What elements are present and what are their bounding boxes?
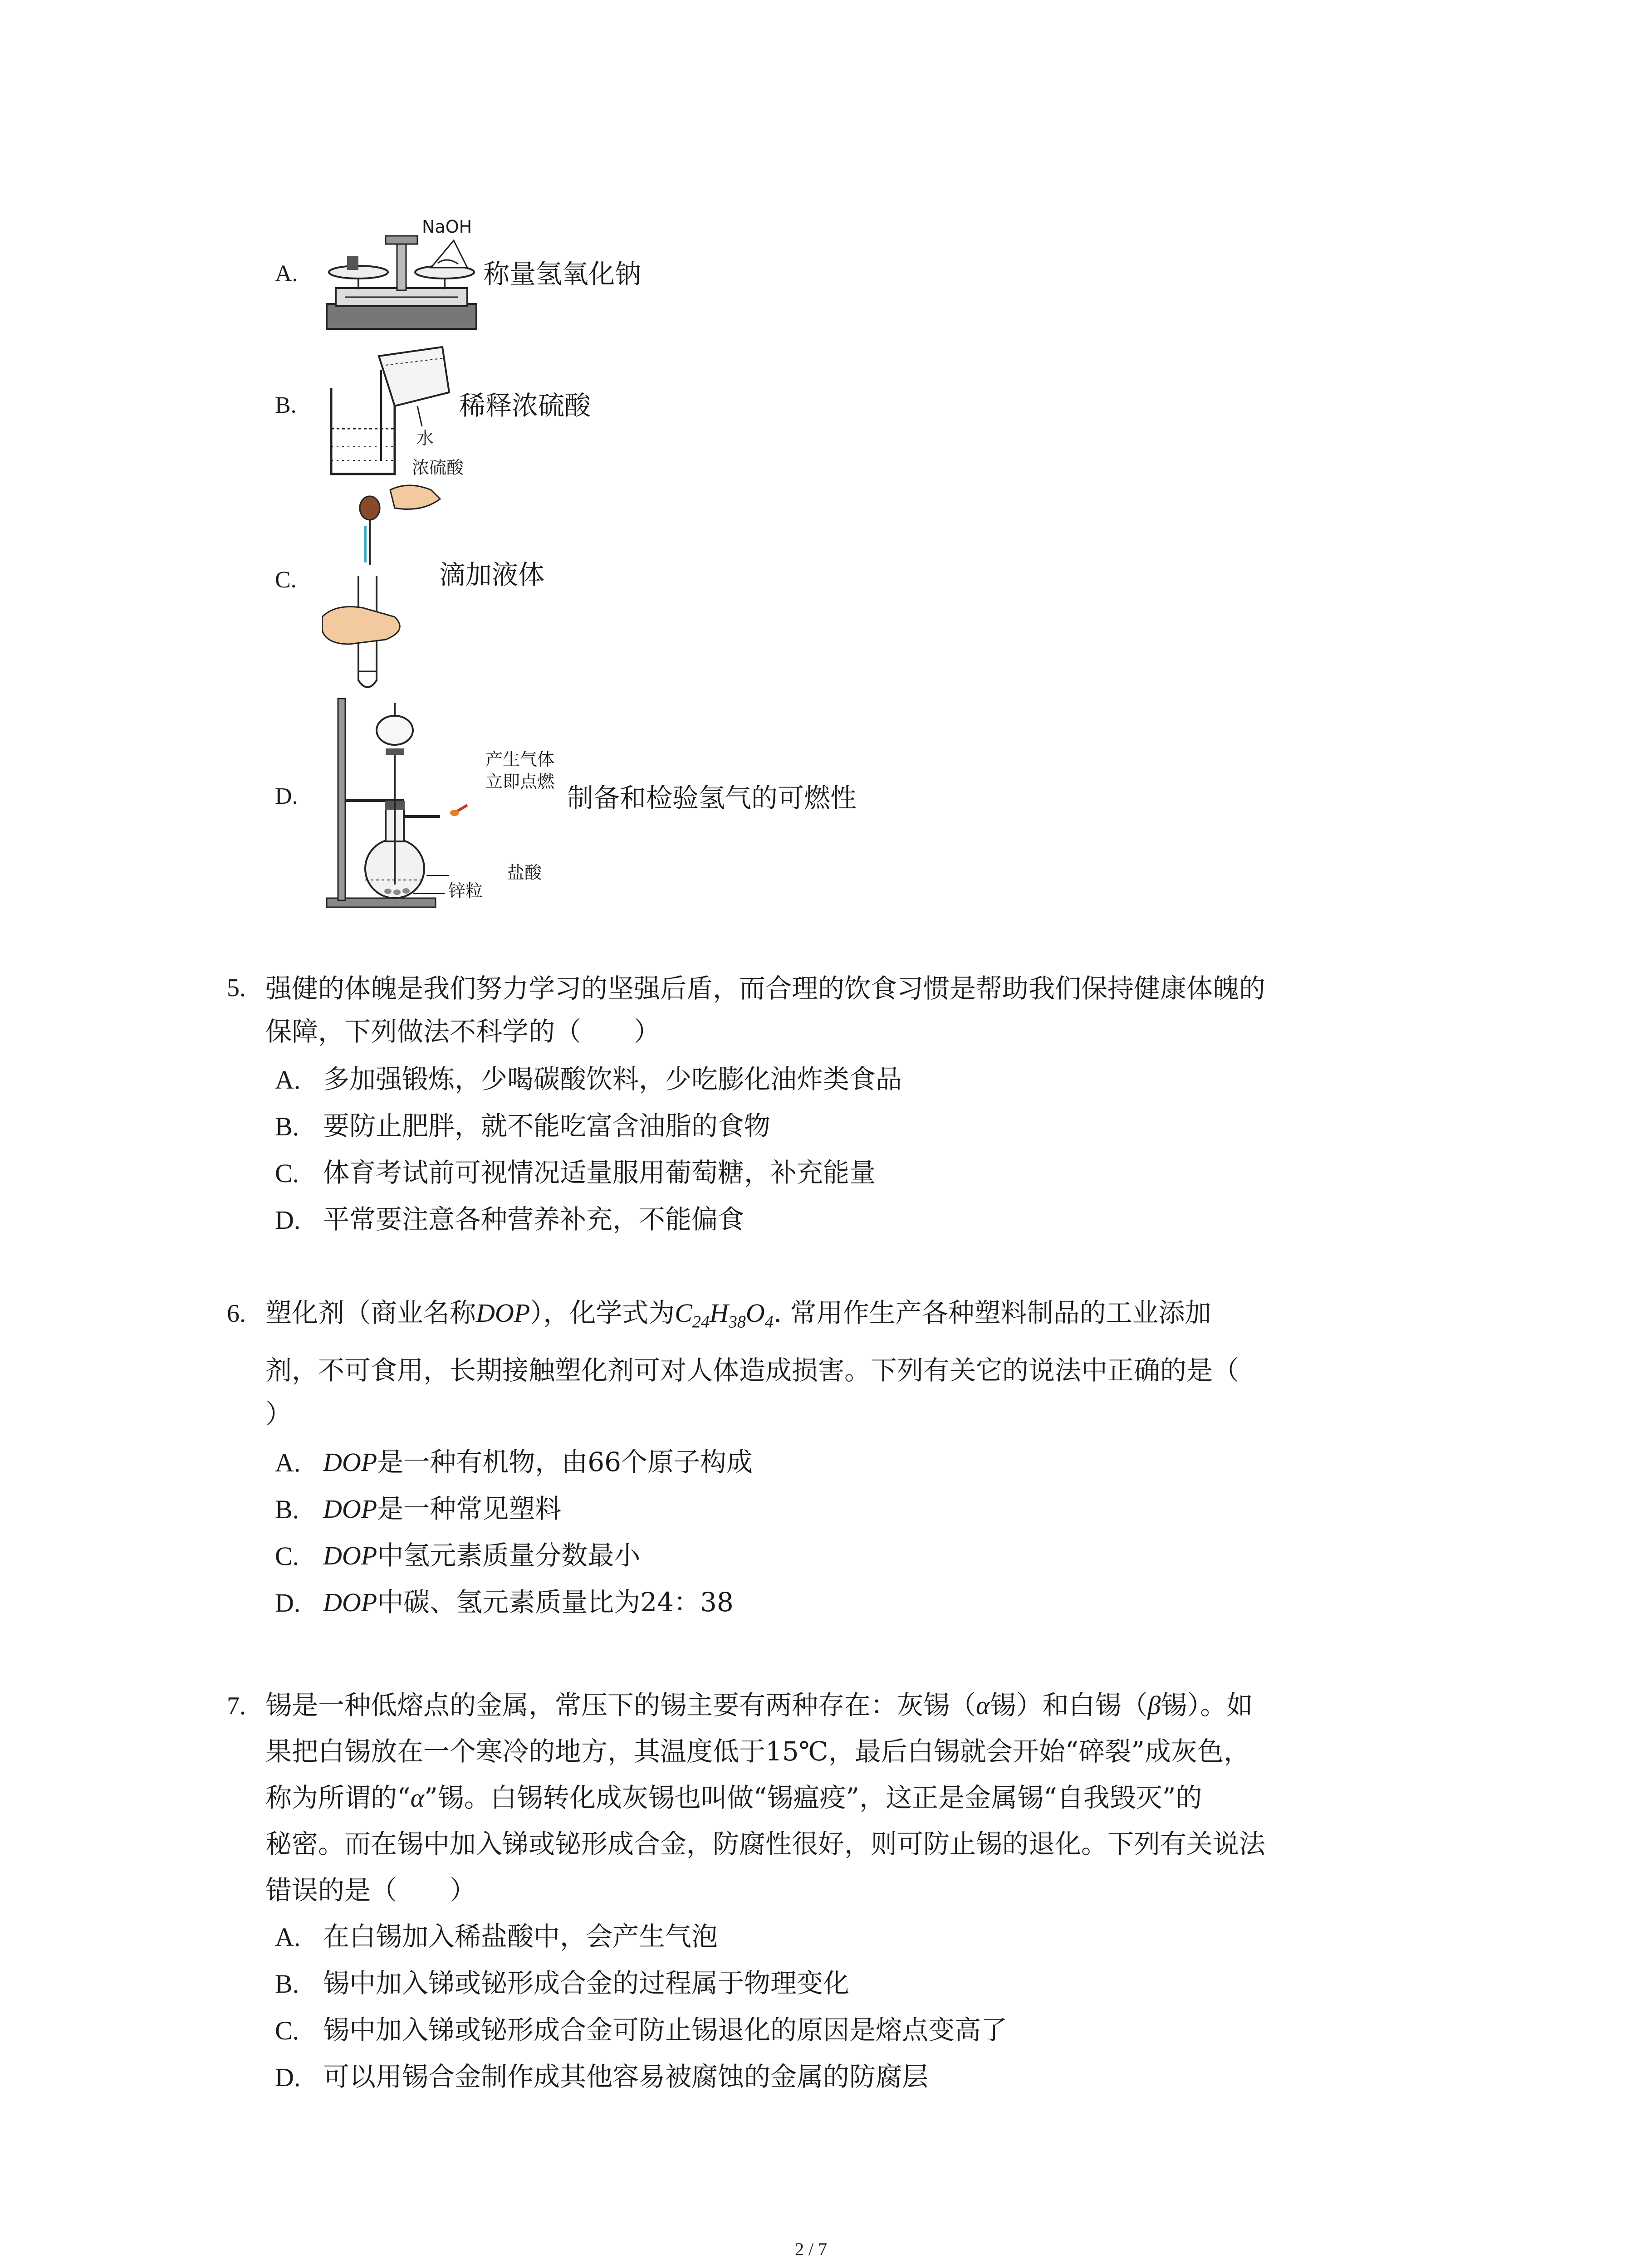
option-label: B. (275, 392, 297, 418)
water-label: 水 (416, 428, 434, 448)
stem-text: 锡）。如 (1161, 1690, 1253, 1721)
stem-text: 称为所谓的“ (265, 1782, 411, 1813)
dropper-figure (322, 481, 454, 694)
chemical-formula: $C_{24}H_{38}O_4$ (675, 1298, 774, 1332)
option-text: 要防止肥胖，就不能吃富含油脂的食物 (323, 1110, 771, 1141)
question-stem (265, 1784, 1202, 1811)
option-text: DOP中氢元素质量分数最小 (323, 1540, 641, 1571)
ignite-label: 立即点燃 (485, 772, 555, 792)
question-number: 7. (227, 1692, 246, 1720)
option-label: C. (275, 1541, 299, 1571)
option-label: D. (275, 1588, 301, 1618)
option-label: C. (275, 2016, 299, 2045)
question-stem (265, 1297, 1211, 1332)
option-label: C. (275, 567, 297, 593)
option-text: 可以用锡合金制作成其他容易被腐蚀的金属的防腐层 (323, 2061, 929, 2092)
question-stem: 保障，下列做法不科学的（ ） (265, 1016, 661, 1047)
question-number: 6. (227, 1300, 246, 1328)
option-label: B. (275, 1112, 299, 1141)
stem-text: 塑化剂（商业名称 (265, 1297, 476, 1328)
option-caption: 滴加液体 (439, 559, 545, 590)
hydrochloric-acid-label: 盐酸 (507, 863, 542, 883)
question-number: 5. (227, 974, 246, 1002)
stem-text: 锡是一种低熔点的金属，常压下的锡主要有两种存在：灰锡（ (265, 1690, 976, 1721)
option-label: A. (275, 261, 298, 287)
question-stem: 剂，不可食用，长期接触塑化剂可对人体造成损害。下列有关它的说法中正确的是（ (265, 1355, 1239, 1386)
option-label: D. (275, 1205, 301, 1235)
option-text: 在白锡加入稀盐酸中，会产生气泡 (323, 1921, 718, 1952)
stem-text: . 常用作生产各种塑料制品的工业添加 (773, 1297, 1211, 1328)
alpha-symbol: α (976, 1691, 990, 1720)
option-text: 锡中加入锑或铋形成合金可防止锡退化的原因是熔点变高了 (323, 2014, 1008, 2045)
naoh-label: NaOH (422, 217, 472, 237)
option-label: A. (275, 1448, 301, 1477)
option-text: DOP是一种常见塑料 (323, 1493, 562, 1524)
sulfuric-acid-label: 浓硫酸 (412, 458, 464, 478)
option-text: 体育考试前可视情况适量服用葡萄糖，补充能量 (323, 1157, 876, 1188)
stem-text: ），化学式为 (530, 1297, 675, 1328)
zinc-label: 锌粒 (448, 881, 483, 901)
option-text: 平常要注意各种营养补充，不能偏食 (323, 1204, 745, 1235)
alpha-symbol: α (410, 1783, 425, 1813)
option-label: A. (275, 1065, 301, 1095)
option-caption: 稀释浓硫酸 (459, 390, 591, 421)
question-stem: 强健的体魄是我们努力学习的坚强后盾，而合理的饮食习惯是帮助我们保持健康体魄的 (265, 973, 1266, 1004)
option-text: 锡中加入锑或铋形成合金的过程属于物理变化 (323, 1968, 850, 1999)
option-text: DOP是一种有机物，由66个原子构成 (323, 1447, 753, 1477)
option-caption: 称量氢氧化钠 (483, 259, 642, 289)
question-stem: 果把白锡放在一个寒冷的地方，其温度低于15℃，最后白锡就会开始“碎裂”成灰色， (265, 1736, 1250, 1767)
option-label: B. (275, 1969, 299, 1999)
question-stem: 错误的是（ ） (265, 1875, 476, 1906)
question-stem: ） (265, 1398, 292, 1429)
stem-text: ”锡。白锡转化成灰锡也叫做“锡瘟疫”，这正是金属锡“自我毁灭”的 (424, 1782, 1202, 1813)
option-label: C. (275, 1158, 299, 1188)
option-text: DOP中碳、氢元素质量比为24：38 (323, 1587, 734, 1618)
option-label: D. (275, 2063, 301, 2092)
dop-term: DOP (476, 1298, 530, 1328)
page-number: 2 / 7 (795, 2239, 828, 2259)
stem-text: 锡）和白锡（ (989, 1690, 1148, 1721)
option-label: D. (275, 783, 298, 809)
question-stem (265, 1692, 1253, 1719)
beta-symbol: β (1147, 1691, 1161, 1720)
option-label: A. (275, 1922, 301, 1952)
option-text: 多加强锻炼，少喝碳酸饮料，少吃膨化油炸类食品 (323, 1064, 902, 1095)
option-label: B. (275, 1495, 299, 1524)
question-stem: 秘密。而在锡中加入锑或铋形成合金，防腐性很好，则可防止锡的退化。下列有关说法 (265, 1828, 1266, 1859)
option-caption: 制备和检验氢气的可燃性 (567, 782, 857, 813)
gas-label: 产生气体 (485, 749, 555, 769)
